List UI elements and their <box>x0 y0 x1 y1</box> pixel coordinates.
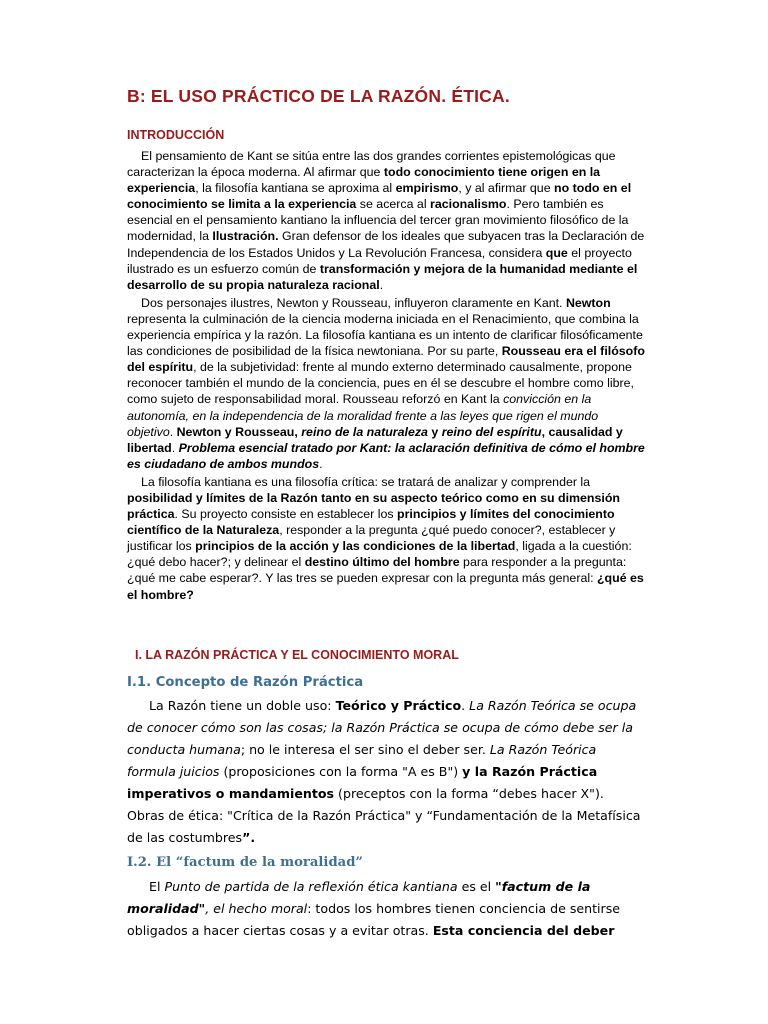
subsection-body-2 <box>127 876 642 942</box>
text-run: , de la subjetividad: frente al mundo externo determinado causalmente, propone reconocer también el mundo de la conciencia, pues en él se descubre el hombre como libre, como sujeto de responsabilidad moral. Rousseau reforzó en Kant la <box>127 360 634 407</box>
text-run: representa la culminación de la ciencia moderna iniciada en el Renacimiento, que combina la experiencia empírica y la razón. La filosofía kantiana es un intento de clarificar filosóficamente las condiciones de posibilidad de la física newtoniana. Por su parte, <box>127 311 643 359</box>
text-run: (preceptos con la forma “debes hacer X"). Obras de ética: "Crítica de la Razón Práctica" y “Fundamentación de la Metafísica de las costumbres <box>127 786 641 845</box>
text-run: transformación y mejora de la humanidad mediante el desarrollo de su propia naturaleza racional <box>127 261 638 292</box>
text-run: El <box>149 879 165 894</box>
text-run: La filosofía kantiana es una filosofía crítica: se tratará de analizar y comprender la <box>141 474 591 489</box>
text-run: convicción en la autonomía, en la independencia de la moralidad frente a las leyes que rigen el mundo objetivo <box>127 392 599 439</box>
text-run: (proposiciones con la forma "A es B") <box>219 764 463 779</box>
intro-paragraph-1 <box>127 148 647 293</box>
text-run: , el hecho moral <box>205 901 308 916</box>
text-run: . <box>461 698 470 713</box>
subsection-heading-2: I.2. El “factum de la moralidad” <box>127 855 364 870</box>
text-run: "factum de la moralidad" <box>127 879 591 916</box>
text-run: reino del espíritu <box>441 424 542 439</box>
intro-heading: INTRODUCCIÓN <box>127 128 225 142</box>
text-run: . Su proyecto consiste en establecer los <box>174 507 397 522</box>
text-run: Newton y Rousseau, <box>176 424 302 439</box>
text-run: , ligada a la cuestión: ¿qué debo hacer?; y delinear el <box>127 539 632 570</box>
text-run: se acerca al <box>356 197 431 212</box>
text-run: : todos los hombres tienen conciencia de sentirse obligados a hacer ciertas cosas y a evitar otras. <box>127 901 621 938</box>
text-run: Dos personajes ilustres, Newton y Rousseau, influyeron claramente en Kant. <box>141 295 566 310</box>
text-run: . <box>169 424 177 439</box>
text-run: Teórico y Práctico <box>335 698 462 713</box>
subsection-paragraph-2 <box>127 876 642 942</box>
intro-paragraph-2 <box>127 295 647 472</box>
section-heading: I. LA RAZÓN PRÁCTICA Y EL CONOCIMIENTO MORAL <box>135 648 459 662</box>
text-run: principios de la acción y las condiciones de la libertad <box>195 539 516 554</box>
text-run: La Razón Teórica formula juicios <box>127 742 597 779</box>
text-run: El pensamiento de Kant se sitúa entre las dos grandes corrientes epistemológicas que caracterizan la época moderna. Al afirmar que <box>127 149 616 180</box>
text-run: posibilidad y límites de la Razón tanto en su aspecto teórico como en su dimensión práctica <box>127 490 620 522</box>
text-run: y la Razón Práctica imperativos o mandamientos <box>127 764 598 801</box>
text-run: principios y límites del conocimiento científico de la Naturaleza <box>127 507 615 538</box>
intro-body <box>127 148 647 605</box>
text-run: , responder a la pregunta ¿qué puedo conocer?, establecer y justificar los <box>127 523 616 554</box>
text-run: Gran defensor de los ideales que subyacen tras la Declaración de Independencia de los Estados Unidos y La Revolución Francesa, considera <box>127 229 645 260</box>
text-run: todo conocimiento tiene origen en la experiencia <box>127 165 601 196</box>
text-run: para responder a la pregunta: ¿qué me cabe esperar?. Y las tres se pueden expresar con la pregunta más general: <box>127 555 627 586</box>
text-run: , la filosofía kantiana se aproxima al <box>195 181 396 196</box>
text-run: reino de la naturaleza <box>301 424 428 439</box>
text-run: es el <box>457 879 496 894</box>
text-run: . <box>379 277 384 292</box>
intro-paragraph-3 <box>127 474 647 603</box>
text-run: el proyecto ilustrado es un esfuerzo común de <box>127 245 632 276</box>
subsection-heading-1: I.1. Concepto de Razón Práctica <box>127 675 364 690</box>
text-run: ¿qué es el hombre? <box>127 571 644 602</box>
subsection-body-1 <box>127 695 642 849</box>
subsection-paragraph-1 <box>127 695 642 849</box>
text-run: empirismo <box>395 181 459 196</box>
text-run: . Pero también es esencial en el pensamiento kantiano la influencia del tercer gran movimiento filosófico de la modernidad, la <box>127 197 629 244</box>
text-run: La Razón tiene un doble uso: <box>149 698 336 713</box>
text-run: La Razón Teórica se ocupa de conocer cómo son las cosas; la Razón Práctica se ocupa de cómo debe ser la conducta humana <box>127 698 637 757</box>
text-run: Newton <box>565 295 611 310</box>
text-run: , y al afirmar que <box>458 181 555 196</box>
page-title: B: EL USO PRÁCTICO DE LA RAZÓN. ÉTICA. <box>127 86 510 106</box>
text-run: que <box>545 245 568 260</box>
text-run: destino último del hombre <box>304 555 460 570</box>
text-run: Ilustración. <box>212 229 279 244</box>
text-run: Problema esencial tratado por Kant: la aclaración definitiva de cómo el hombre es ciudadano de ambos mundos <box>127 440 645 471</box>
text-run: no todo en el conocimiento se limita a la experiencia <box>127 181 632 212</box>
text-run: Esta conciencia del deber <box>432 923 615 938</box>
text-run: Rousseau era el filósofo del espíritu <box>127 344 645 375</box>
text-run: , causalidad y libertad <box>127 424 623 455</box>
text-run: . <box>319 456 323 471</box>
text-run: ; no le interesa el ser sino el deber ser. <box>240 742 490 757</box>
text-run: y <box>427 424 442 439</box>
text-run: racionalismo <box>430 197 507 212</box>
text-run: . <box>171 440 179 455</box>
text-run: ”. <box>242 830 256 845</box>
text-run: Punto de partida de la reflexión ética kantiana <box>164 879 458 894</box>
